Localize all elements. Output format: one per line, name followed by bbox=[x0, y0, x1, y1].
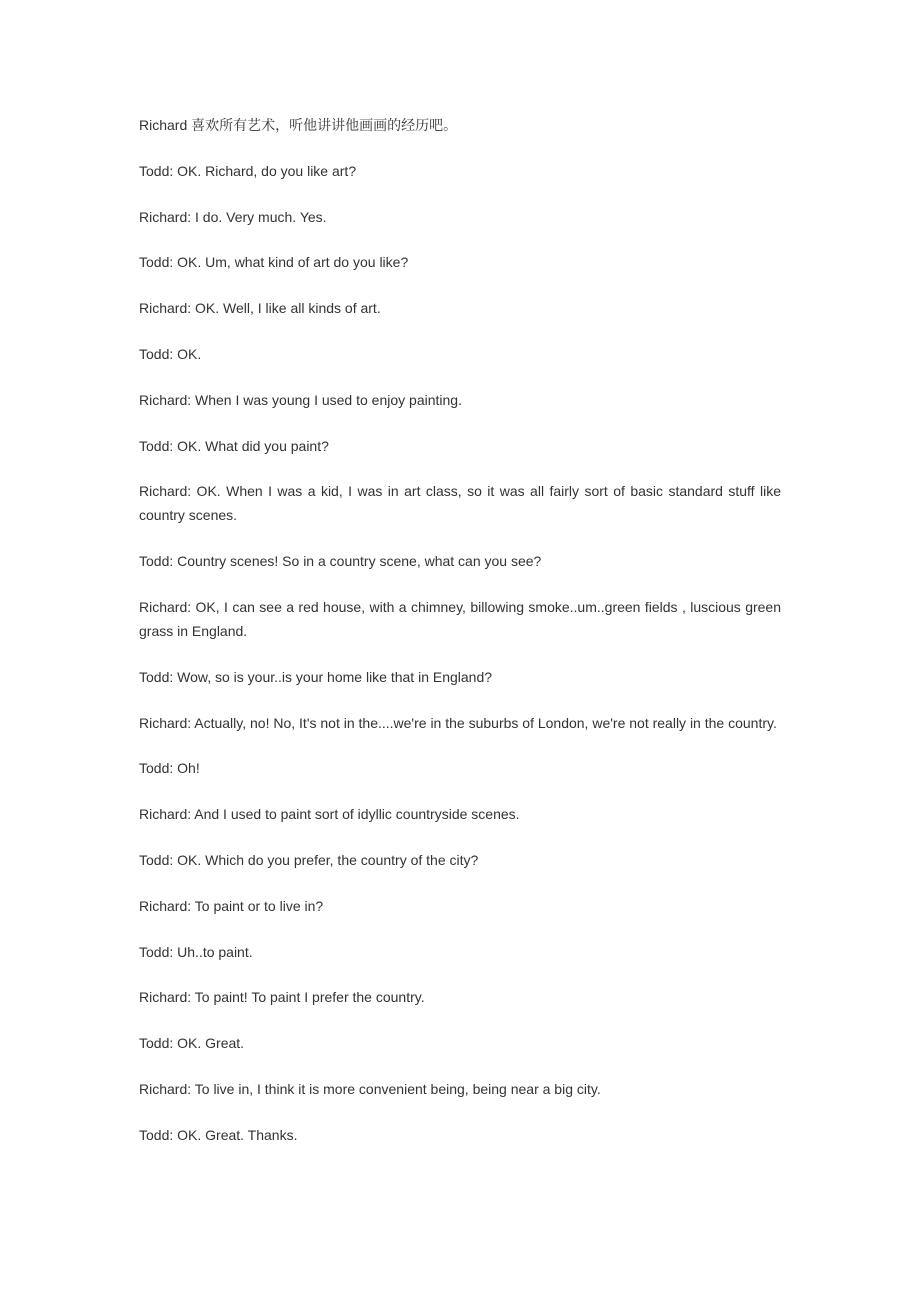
dialogue-line: Richard: To live in, I think it is more convenient being, being near a big city. bbox=[139, 1080, 601, 1097]
dialogue-line: Richard: Actually, no! No, It's not in the....we're in the suburbs of London, we're not really in the country. bbox=[139, 714, 777, 731]
dialogue-transcript bbox=[139, 113, 781, 1169]
intro-line: Richard 喜欢所有艺术，听他讲讲他画画的经历吧。 bbox=[139, 117, 458, 133]
dialogue-line: Richard: I do. Very much. Yes. bbox=[139, 208, 327, 225]
dialogue-line: Todd: OK. Richard, do you like art? bbox=[139, 162, 357, 179]
dialogue-line: Richard: OK. When I was a kid, I was in art class, so it was all fairly sort of basic standard stuff like country scenes. bbox=[139, 483, 781, 524]
dialogue-line: Todd: Oh! bbox=[139, 760, 200, 777]
dialogue-line: Todd: OK. Great. Thanks. bbox=[139, 1126, 298, 1143]
dialogue-line: Richard: To paint! To paint I prefer the country. bbox=[139, 989, 425, 1006]
dialogue-line: Todd: Uh..to paint. bbox=[139, 943, 253, 960]
dialogue-line: Todd: OK. Great. bbox=[139, 1035, 245, 1052]
dialogue-line: Richard: And I used to paint sort of idyllic countryside scenes. bbox=[139, 806, 520, 823]
dialogue-line: Todd: OK. Which do you prefer, the country of the city? bbox=[139, 851, 479, 868]
dialogue-line: Todd: OK. bbox=[139, 345, 202, 362]
dialogue-line: Richard: When I was young I used to enjoy painting. bbox=[139, 391, 462, 408]
dialogue-line: Todd: OK. Um, what kind of art do you like? bbox=[139, 254, 409, 271]
dialogue-line: Todd: Wow, so is your..is your home like that in England? bbox=[139, 668, 493, 685]
dialogue-line: Todd: Country scenes! So in a country scene, what can you see? bbox=[139, 553, 542, 570]
dialogue-line: Todd: OK. What did you paint? bbox=[139, 437, 329, 454]
dialogue-line: Richard: OK, I can see a red house, with a chimney, billowing smoke..um..green fields , luscious green grass in England. bbox=[139, 598, 781, 639]
dialogue-line: Richard: OK. Well, I like all kinds of art. bbox=[139, 300, 381, 317]
dialogue-line: Richard: To paint or to live in? bbox=[139, 897, 324, 914]
